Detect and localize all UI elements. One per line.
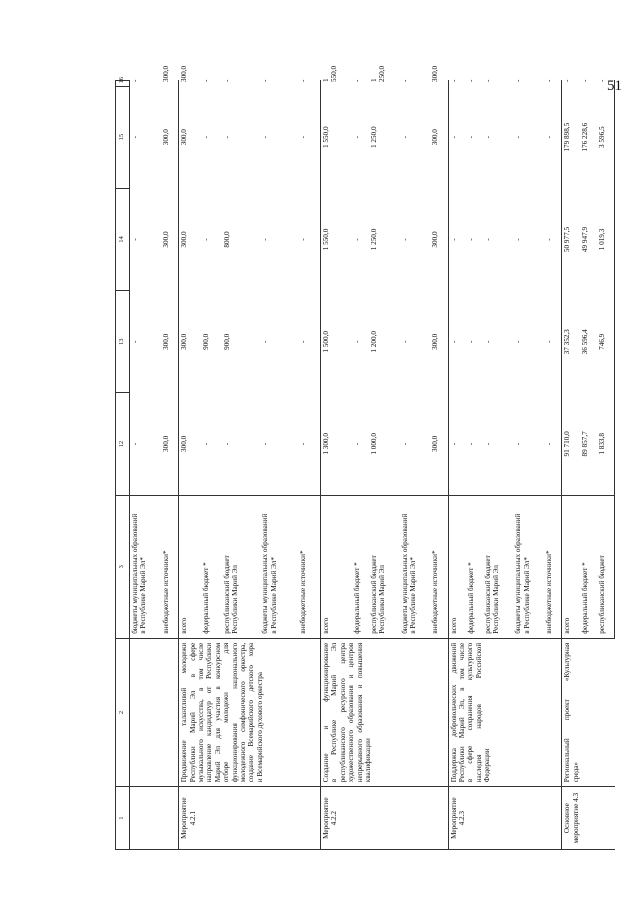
value-cell: 1 200,0	[370, 331, 378, 353]
value-cell: -	[201, 79, 210, 83]
funding-source-label: Республики Марий Эл	[378, 565, 387, 634]
value-cell: -	[580, 79, 589, 83]
funding-source-cell	[321, 495, 352, 638]
value-cell: -	[466, 79, 475, 83]
value-cell: -	[261, 442, 270, 446]
column-number-1: 1	[116, 787, 130, 850]
value-cell: 900,0	[223, 333, 231, 350]
value-cell: -	[131, 238, 139, 241]
funding-source-label: республиканский бюджет	[597, 555, 606, 634]
funding-source-label: в Республике Марий Эл*	[269, 557, 278, 634]
value-cell: 50 977,5	[562, 188, 580, 290]
funding-source-label: внебюджетные источники*	[299, 550, 308, 634]
funding-source-cell	[448, 495, 466, 638]
value-cell: -	[400, 340, 409, 343]
value-cell: -	[131, 340, 139, 343]
funding-source-label: республиканский бюджет	[483, 555, 492, 634]
value-cell: 300,0	[431, 231, 440, 248]
value-cell: 300,0	[179, 81, 201, 87]
value-cell: -	[545, 238, 554, 241]
value-cell: -	[545, 340, 554, 343]
column-number-3: 3	[116, 495, 130, 638]
value-cell: -	[261, 135, 270, 139]
value-cell: -	[466, 135, 475, 139]
value-cell: 300,0	[179, 86, 201, 188]
value-cell: -	[299, 340, 308, 343]
value-cell: -	[545, 135, 554, 139]
value-cell: 300,0	[161, 435, 170, 452]
column-number-13: 13	[116, 291, 130, 393]
funding-source-cell	[483, 495, 514, 638]
funding-source-label: федеральный бюджет *	[201, 562, 210, 634]
value-cell: 300,0	[179, 393, 201, 495]
column-number-2: 2	[116, 638, 130, 787]
value-cell: -	[448, 81, 466, 87]
value-cell: -	[545, 442, 554, 446]
funding-source-cell	[580, 495, 597, 638]
value-cell: -	[400, 79, 409, 83]
funding-source-cell	[130, 495, 161, 638]
value-cell: -	[483, 238, 492, 241]
activity-description-line: направление кандидатур от Республики	[205, 642, 214, 783]
funding-source-label: бюджеты муниципальных образований	[131, 513, 139, 634]
funding-source-label: внебюджетные источники*	[431, 550, 440, 634]
funding-source-cell	[513, 495, 544, 638]
activity-description-line: Марий Эл для участия в конкурсном	[213, 642, 222, 783]
value-cell: -	[299, 442, 308, 446]
budget-table	[115, 65, 615, 850]
funding-source-label: в Республике Марий Эл*	[409, 557, 418, 634]
value-cell: 300,0	[161, 231, 170, 248]
activity-description-line: художественного образования и центров	[347, 642, 356, 783]
activity-description-cell	[161, 638, 179, 787]
value-cell: 1 300,0	[321, 393, 352, 495]
funding-source-label: всего	[322, 617, 331, 634]
activity-id-cell: Мероприятие 4.2.3	[448, 787, 562, 850]
activity-description-line: квалификации	[364, 738, 373, 783]
value-cell: 49 947,9	[580, 226, 589, 253]
column-number-12: 12	[116, 393, 130, 495]
value-cell: -	[201, 442, 210, 446]
funding-source-label: бюджеты муниципальных образований	[400, 513, 409, 634]
activity-description-line: создание Всемарийского детского хора	[247, 642, 256, 783]
table-row	[448, 81, 466, 850]
value-cell: 1 550,0	[321, 86, 352, 188]
funding-source-cell	[369, 495, 400, 638]
funding-source-cell	[179, 495, 201, 638]
value-cell: -	[223, 135, 231, 139]
funding-source-cell	[352, 495, 369, 638]
value-cell: 300,0	[431, 65, 440, 83]
value-cell: -	[514, 238, 523, 241]
value-cell: -	[131, 442, 139, 446]
value-cell: -	[400, 238, 409, 241]
activity-description-line: музыкального искусства, в том числе	[197, 642, 206, 783]
funding-source-label: всего	[180, 617, 189, 634]
activity-id-cell: Мероприятие 4.2.1	[179, 787, 321, 850]
activity-id-cell: Мероприятие 4.2.2	[321, 787, 449, 850]
value-cell: -	[466, 340, 475, 343]
value-cell: 1 250,0	[370, 65, 387, 83]
table-row	[179, 81, 201, 850]
value-cell: -	[353, 442, 362, 446]
value-cell: 300,0	[179, 291, 201, 393]
funding-source-cell	[201, 495, 222, 638]
value-cell: 300,0	[179, 188, 201, 290]
value-cell: -	[261, 340, 270, 343]
column-number-14: 14	[116, 188, 130, 290]
value-cell: -	[201, 135, 210, 139]
value-cell: 37 352,3	[562, 291, 580, 393]
funding-source-cell	[400, 495, 431, 638]
value-cell: -	[261, 238, 270, 241]
value-cell: -	[353, 238, 362, 241]
value-cell: -	[223, 79, 231, 83]
funding-source-cell	[562, 495, 580, 638]
value-cell: 1 550,0	[321, 188, 352, 290]
activity-description-line: Республики Марий Эл, в том числе	[457, 642, 466, 783]
value-cell: -	[223, 442, 231, 446]
funding-source-cell	[597, 495, 615, 638]
value-cell: 89 857,7	[580, 431, 589, 457]
value-cell: -	[400, 442, 409, 446]
activity-description-line: непрерывного образования и повышения	[355, 642, 364, 783]
value-cell: 1 550,0	[321, 81, 352, 87]
value-cell: -	[353, 340, 362, 343]
value-cell: -	[353, 79, 362, 83]
funding-source-cell	[260, 495, 298, 638]
value-cell: 900,0	[201, 333, 210, 350]
value-cell: 300,0	[161, 129, 170, 146]
value-cell: -	[545, 79, 554, 83]
value-cell: -	[448, 188, 466, 290]
value-cell: -	[483, 135, 492, 139]
funding-source-label: федеральный бюджет *	[580, 562, 589, 634]
funding-source-label: Республики Марий Эл	[492, 565, 501, 634]
table-header-row	[116, 81, 130, 850]
activity-description-line: Федерации	[483, 748, 492, 783]
column-number-15: 15	[116, 86, 130, 188]
activity-description-line: Продвижение талантливой молодежи	[180, 642, 189, 783]
funding-source-cell	[466, 495, 483, 638]
value-cell: -	[514, 79, 523, 83]
value-cell: 3 596,5	[597, 86, 615, 188]
value-cell: 300,0	[161, 65, 170, 83]
value-cell: -	[201, 238, 210, 241]
value-cell: 91 710,0	[562, 393, 580, 495]
value-cell: 1 000,0	[370, 433, 378, 455]
value-cell: -	[514, 340, 523, 343]
value-cell: 1 250,0	[370, 126, 378, 148]
activity-description-cell	[562, 638, 615, 787]
funding-source-label: федеральный бюджет *	[353, 562, 362, 634]
value-cell: 1 500,0	[321, 291, 352, 393]
funding-source-label: внебюджетные источники*	[545, 550, 554, 634]
value-cell: -	[483, 79, 492, 83]
funding-source-label: бюджеты муниципальных образований	[514, 513, 523, 634]
activity-description-line: Создание и функционирование	[322, 642, 331, 783]
value-cell: -	[353, 135, 362, 139]
activity-description-line: среда»	[571, 761, 580, 783]
funding-source-label: республиканский бюджет	[223, 555, 231, 634]
value-cell: -	[483, 442, 492, 446]
funding-source-label: бюджеты муниципальных образований	[261, 513, 270, 634]
activity-id-cell	[161, 787, 179, 850]
value-cell: 1 250,0	[370, 228, 378, 251]
value-cell: -	[483, 340, 492, 343]
funding-source-cell	[222, 495, 260, 638]
value-cell: -	[514, 442, 523, 446]
value-cell: -	[448, 393, 466, 495]
table-row	[130, 81, 161, 850]
activity-description-line: Поддержка добровольческих движений	[449, 642, 458, 783]
value-cell: 300,0	[431, 333, 440, 350]
table-row	[562, 81, 580, 850]
activity-id-cell	[130, 787, 161, 850]
funding-source-label: всего	[449, 617, 458, 634]
value-cell: -	[466, 442, 475, 446]
funding-source-label: внебюджетные источники*	[161, 550, 170, 634]
value-cell: -	[131, 79, 139, 83]
funding-source-label: в Республике Марий Эл*	[522, 557, 531, 634]
activity-description-cell	[448, 638, 562, 787]
activity-description-line: наследия народов Российской	[474, 642, 483, 783]
funding-source-cell	[161, 495, 179, 638]
value-cell: -	[261, 79, 270, 83]
table-row	[321, 81, 352, 850]
activity-description-line: в сфере сохранения культурного	[466, 642, 475, 783]
activity-description-cell	[179, 638, 321, 787]
value-cell: -	[597, 81, 615, 87]
value-cell: 800,0	[223, 231, 231, 248]
value-cell: 176 228,6	[580, 122, 589, 152]
value-cell: -	[400, 135, 409, 139]
activity-description-line: Республики Марий Эл в сфере	[188, 642, 197, 783]
funding-source-cell	[298, 495, 320, 638]
value-cell: -	[448, 291, 466, 393]
value-cell: 300,0	[431, 129, 440, 146]
page-number: 51	[607, 78, 622, 94]
value-cell: -	[131, 135, 139, 139]
value-cell: -	[448, 86, 466, 188]
funding-source-label: республиканский бюджет	[370, 555, 378, 634]
activity-description-line: Региональный проект «Культурная	[563, 642, 572, 783]
value-cell: -	[299, 135, 308, 139]
activity-description-line: республиканского ресурсного центра	[338, 642, 347, 783]
column-number-16: 16	[116, 81, 130, 87]
funding-source-label: Республики Марий Эл	[231, 565, 240, 634]
value-cell: 1 833,8	[597, 393, 615, 495]
activity-description-line: и Всемарийского духового оркестра	[255, 672, 264, 783]
activity-id-cell: Основное мероприятие 4.3	[562, 787, 615, 850]
table-row	[161, 81, 179, 850]
value-cell: 300,0	[431, 435, 440, 452]
funding-source-cell	[544, 495, 562, 638]
funding-source-label: федеральный бюджет *	[466, 562, 475, 634]
value-cell: 36 596,4	[580, 329, 589, 355]
value-cell: 179 898,5	[562, 86, 580, 188]
funding-source-label: всего	[563, 617, 572, 634]
value-cell: -	[299, 79, 308, 83]
activity-description-line: функционирования национального	[230, 642, 239, 783]
value-cell: -	[466, 238, 475, 241]
activity-description-cell	[321, 638, 449, 787]
value-cell: -	[299, 238, 308, 241]
value-cell: 300,0	[161, 333, 170, 350]
value-cell: 746,9	[597, 291, 615, 393]
activity-description-line: в Республике Марий Эл	[330, 642, 339, 783]
funding-source-label: в Республике Марий Эл*	[139, 557, 148, 634]
value-cell: -	[514, 135, 523, 139]
activity-description-line: отборе молодежи для	[222, 642, 231, 783]
funding-source-cell	[430, 495, 448, 638]
activity-description-line: молодежного симфонического оркестра,	[239, 642, 248, 783]
value-cell: -	[562, 81, 580, 87]
table-body	[130, 65, 615, 850]
activity-description-cell	[130, 638, 161, 787]
value-cell: 1 019,3	[597, 188, 615, 290]
